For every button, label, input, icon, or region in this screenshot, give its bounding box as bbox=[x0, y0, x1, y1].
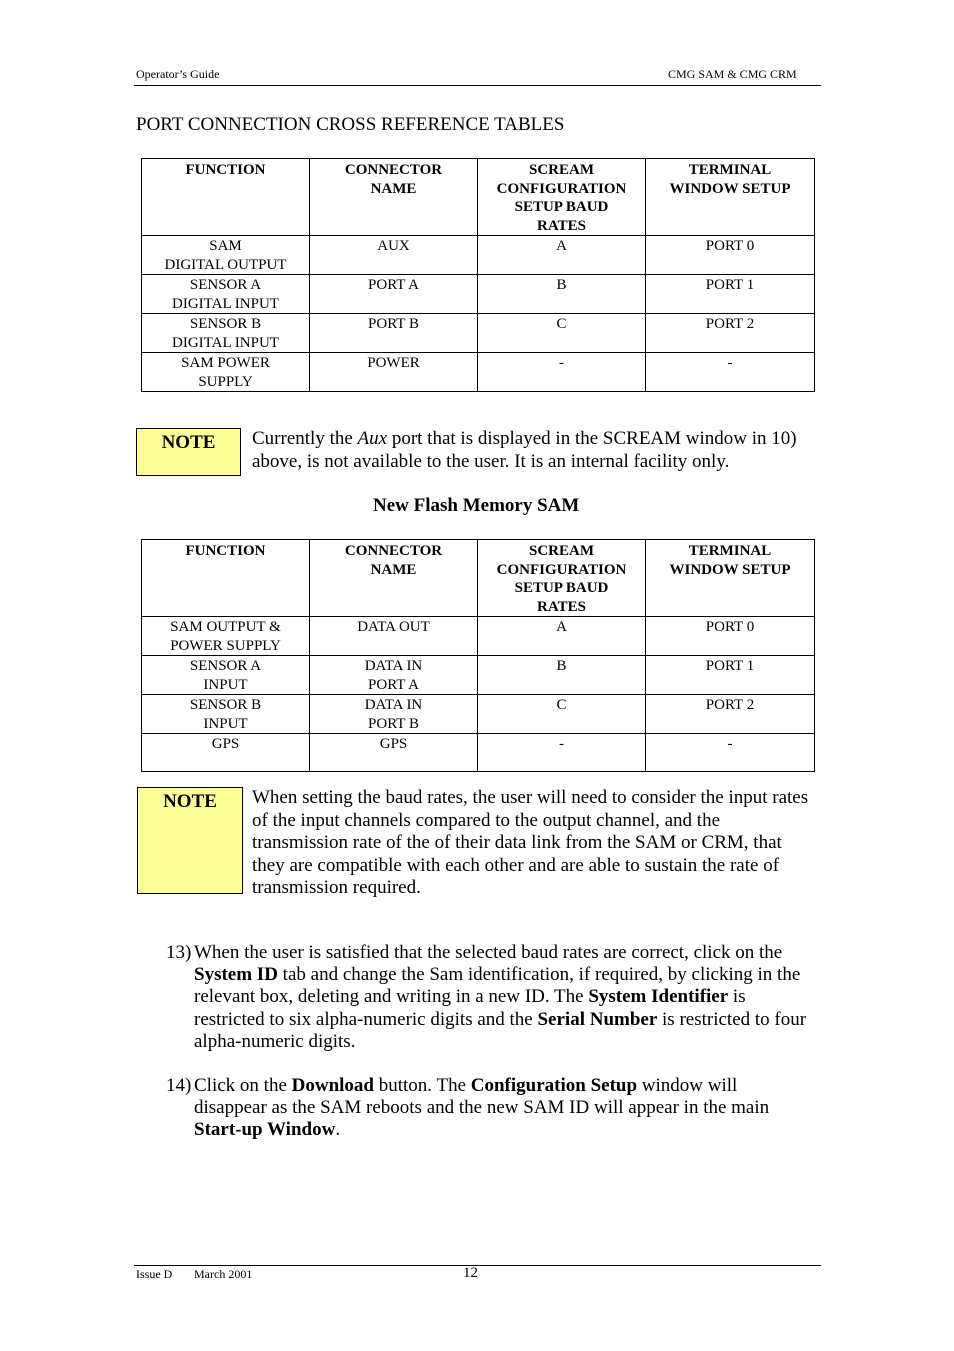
table-cell bbox=[142, 275, 310, 314]
step-text-segment: restricted to six alpha-numeric digits and the bbox=[194, 1008, 538, 1030]
table-cell-line: C bbox=[556, 316, 567, 332]
table-cell bbox=[478, 656, 646, 695]
column-header-line: SCREAM bbox=[528, 543, 594, 559]
table-cell-line: DATA IN bbox=[364, 697, 423, 713]
column-header-line: CONFIGURATION bbox=[496, 180, 627, 197]
download-term: Download bbox=[291, 1075, 374, 1096]
table-row bbox=[142, 236, 815, 275]
table-cell-line: PORT 0 bbox=[705, 619, 755, 635]
page-number: 12 bbox=[463, 1265, 478, 1281]
serial-number-term: Serial Number bbox=[537, 1008, 658, 1030]
column-header-line: SCREAM bbox=[528, 162, 594, 178]
column-header-line: FUNCTION bbox=[185, 162, 266, 178]
table-cell-line: DIGITAL INPUT bbox=[172, 334, 279, 351]
note-text-line: of the input channels compared to the output channel, and the bbox=[252, 809, 720, 831]
column-header-line: SETUP BAUD bbox=[514, 580, 609, 596]
note-text bbox=[252, 787, 822, 900]
table-cell bbox=[646, 314, 815, 353]
column-header bbox=[142, 159, 310, 236]
table-cell bbox=[310, 314, 478, 353]
table-cell-line: PORT 2 bbox=[705, 697, 755, 713]
header-left: Operator’s Guide bbox=[136, 67, 220, 81]
table-cell bbox=[310, 275, 478, 314]
note-text-line: above, is not available to the user. It is an internal facility only. bbox=[252, 450, 730, 472]
table-cell-line: SUPPLY bbox=[198, 373, 253, 390]
column-header bbox=[310, 159, 478, 236]
column-header-line: NAME bbox=[370, 561, 417, 578]
table-header-row bbox=[142, 540, 815, 617]
port-cross-reference-table bbox=[141, 158, 815, 392]
table-cell bbox=[142, 353, 310, 392]
table-cell-line: SAM POWER bbox=[181, 355, 270, 371]
step-text-segment: . bbox=[335, 1119, 341, 1141]
table-cell-line: AUX bbox=[377, 238, 410, 254]
system-id-term: System ID bbox=[194, 964, 278, 986]
table-cell-line: INPUT bbox=[203, 676, 248, 693]
table-cell bbox=[478, 314, 646, 353]
footer-date: March 2001 bbox=[194, 1267, 253, 1281]
table-cell bbox=[310, 695, 478, 734]
step-text-segment: window will bbox=[637, 1075, 738, 1096]
table-cell bbox=[478, 695, 646, 734]
table-cell bbox=[142, 314, 310, 353]
table-cell-line: C bbox=[556, 697, 567, 713]
configuration-setup-term: Configuration Setup bbox=[470, 1075, 638, 1096]
table-cell-line: PORT 1 bbox=[705, 658, 755, 674]
column-header-line: NAME bbox=[370, 180, 417, 197]
column-header bbox=[478, 159, 646, 236]
table-row bbox=[142, 695, 815, 734]
column-header-line: WINDOW SETUP bbox=[669, 561, 791, 578]
table-cell bbox=[478, 236, 646, 275]
table-cell bbox=[142, 236, 310, 275]
step-number: 14) bbox=[166, 1075, 192, 1096]
step-text-segment: is restricted to four bbox=[657, 1008, 807, 1030]
footer-issue: Issue D bbox=[136, 1267, 173, 1281]
table-cell bbox=[142, 734, 310, 772]
table-cell bbox=[310, 617, 478, 656]
table-cell-line: POWER bbox=[367, 355, 420, 371]
column-header bbox=[646, 159, 815, 236]
column-header-line: CONNECTOR bbox=[344, 543, 443, 559]
note-text-line: transmission rate of the of their data link from the SAM or CRM, that bbox=[252, 832, 782, 853]
table-cell-line: - bbox=[727, 736, 733, 752]
table-row bbox=[142, 617, 815, 656]
note-text-line: they are compatible with each other and are able to sustain the rate of bbox=[252, 854, 780, 876]
table-row bbox=[142, 275, 815, 314]
table-cell-line: A bbox=[556, 238, 567, 254]
table-cell bbox=[142, 656, 310, 695]
table-cell-line: B bbox=[556, 277, 567, 293]
step-text-segment: relevant box, deleting and writing in a new ID. The bbox=[194, 986, 589, 1008]
step-text-line: alpha-numeric digits. bbox=[194, 1030, 356, 1052]
table-cell-line: INPUT bbox=[203, 715, 248, 732]
table-cell-line: - bbox=[559, 355, 564, 371]
column-header-line: CONNECTOR bbox=[344, 162, 443, 178]
table-cell-line: DATA OUT bbox=[357, 619, 430, 635]
column-header-line: TERMINAL bbox=[688, 543, 772, 559]
table-cell bbox=[478, 734, 646, 772]
table-cell-line: GPS bbox=[379, 736, 408, 752]
table-cell-line: A bbox=[556, 619, 567, 635]
table-cell bbox=[646, 353, 815, 392]
table-cell-line: SAM OUTPUT & bbox=[170, 619, 281, 635]
column-header-line: WINDOW SETUP bbox=[669, 180, 791, 197]
table-cell-line: SENSOR A bbox=[189, 277, 262, 293]
system-identifier-term: System Identifier bbox=[588, 986, 729, 1008]
table-cell-line: GPS bbox=[211, 736, 240, 752]
table-cell bbox=[310, 656, 478, 695]
aux-port-term: Aux bbox=[357, 428, 388, 449]
table-cell-line: DATA IN bbox=[364, 658, 423, 674]
column-header-line: TERMINAL bbox=[688, 162, 772, 178]
column-header-line: CONFIGURATION bbox=[496, 561, 627, 578]
step-text-segment: tab and change the Sam identification, if required, by clicking in the bbox=[277, 964, 801, 986]
note-text-segment: port that is displayed in the SCREAM window in 10) bbox=[387, 428, 797, 449]
table-cell bbox=[646, 275, 815, 314]
table-cell bbox=[142, 695, 310, 734]
column-header-line: RATES bbox=[537, 217, 586, 234]
header-right: CMG SAM & CMG CRM bbox=[668, 67, 797, 81]
table-header-row bbox=[142, 159, 815, 236]
table-row bbox=[142, 353, 815, 392]
column-header bbox=[478, 540, 646, 617]
note-label: NOTE bbox=[136, 428, 241, 476]
column-header bbox=[646, 540, 815, 617]
startup-window-term: Start-up Window bbox=[194, 1119, 336, 1141]
table-cell-line: B bbox=[556, 658, 567, 674]
column-header bbox=[142, 540, 310, 617]
table-cell-line: DIGITAL INPUT bbox=[172, 295, 279, 312]
table-cell-line: PORT 0 bbox=[705, 238, 755, 254]
table-cell bbox=[478, 353, 646, 392]
note-text-line: transmission required. bbox=[252, 877, 421, 898]
table-cell bbox=[646, 656, 815, 695]
step-text-segment: button. The bbox=[374, 1075, 471, 1096]
column-header-line: SETUP BAUD bbox=[514, 199, 609, 215]
table-cell-line: SENSOR A bbox=[189, 658, 262, 674]
note-label: NOTE bbox=[137, 787, 243, 894]
table-cell-line: PORT B bbox=[368, 316, 419, 332]
table-cell bbox=[646, 695, 815, 734]
step-text-segment: is bbox=[728, 986, 746, 1008]
table-cell-line: PORT B bbox=[368, 715, 419, 732]
table-row bbox=[142, 314, 815, 353]
table-cell-line: PORT 2 bbox=[705, 316, 755, 332]
table-cell bbox=[478, 617, 646, 656]
table-cell-line: - bbox=[727, 355, 733, 371]
table-cell bbox=[646, 617, 815, 656]
table-cell-line: SENSOR B bbox=[189, 697, 262, 713]
note-text-segment: Currently the bbox=[252, 428, 358, 449]
table-cell bbox=[310, 236, 478, 275]
step-text-line: disappear as the SAM reboots and the new SAM ID will appear in the main bbox=[194, 1097, 770, 1119]
column-header-line: FUNCTION bbox=[185, 543, 266, 559]
table-cell bbox=[646, 236, 815, 275]
note-text bbox=[252, 428, 822, 473]
note-text-line: When setting the baud rates, the user will need to consider the input rates bbox=[252, 787, 809, 808]
table-cell-line: SAM bbox=[209, 238, 242, 254]
table-cell bbox=[646, 734, 815, 772]
table-cell-line: PORT 1 bbox=[705, 277, 755, 293]
header-rule bbox=[134, 85, 821, 86]
table-cell-line: PORT A bbox=[368, 676, 419, 693]
section-title: PORT CONNECTION CROSS REFERENCE TABLES bbox=[136, 114, 565, 135]
table-cell-line: SENSOR B bbox=[189, 316, 262, 332]
step-text-segment: Click on the bbox=[194, 1075, 292, 1096]
column-header bbox=[310, 540, 478, 617]
subheading: New Flash Memory SAM bbox=[373, 495, 580, 516]
table-cell bbox=[310, 734, 478, 772]
table-cell-line: PORT A bbox=[368, 277, 419, 293]
table-cell bbox=[478, 275, 646, 314]
table-row bbox=[142, 734, 815, 772]
table-cell bbox=[310, 353, 478, 392]
column-header-line: RATES bbox=[537, 598, 586, 615]
flash-memory-port-table bbox=[141, 539, 815, 772]
table-cell-line: DIGITAL OUTPUT bbox=[164, 256, 287, 273]
step-text-line: When the user is satisfied that the selected baud rates are correct, click on the bbox=[194, 942, 783, 963]
table-cell-line: - bbox=[559, 736, 564, 752]
table-row bbox=[142, 656, 815, 695]
table-cell bbox=[142, 617, 310, 656]
table-cell-line: POWER SUPPLY bbox=[170, 637, 281, 654]
step-number: 13) bbox=[166, 942, 192, 963]
